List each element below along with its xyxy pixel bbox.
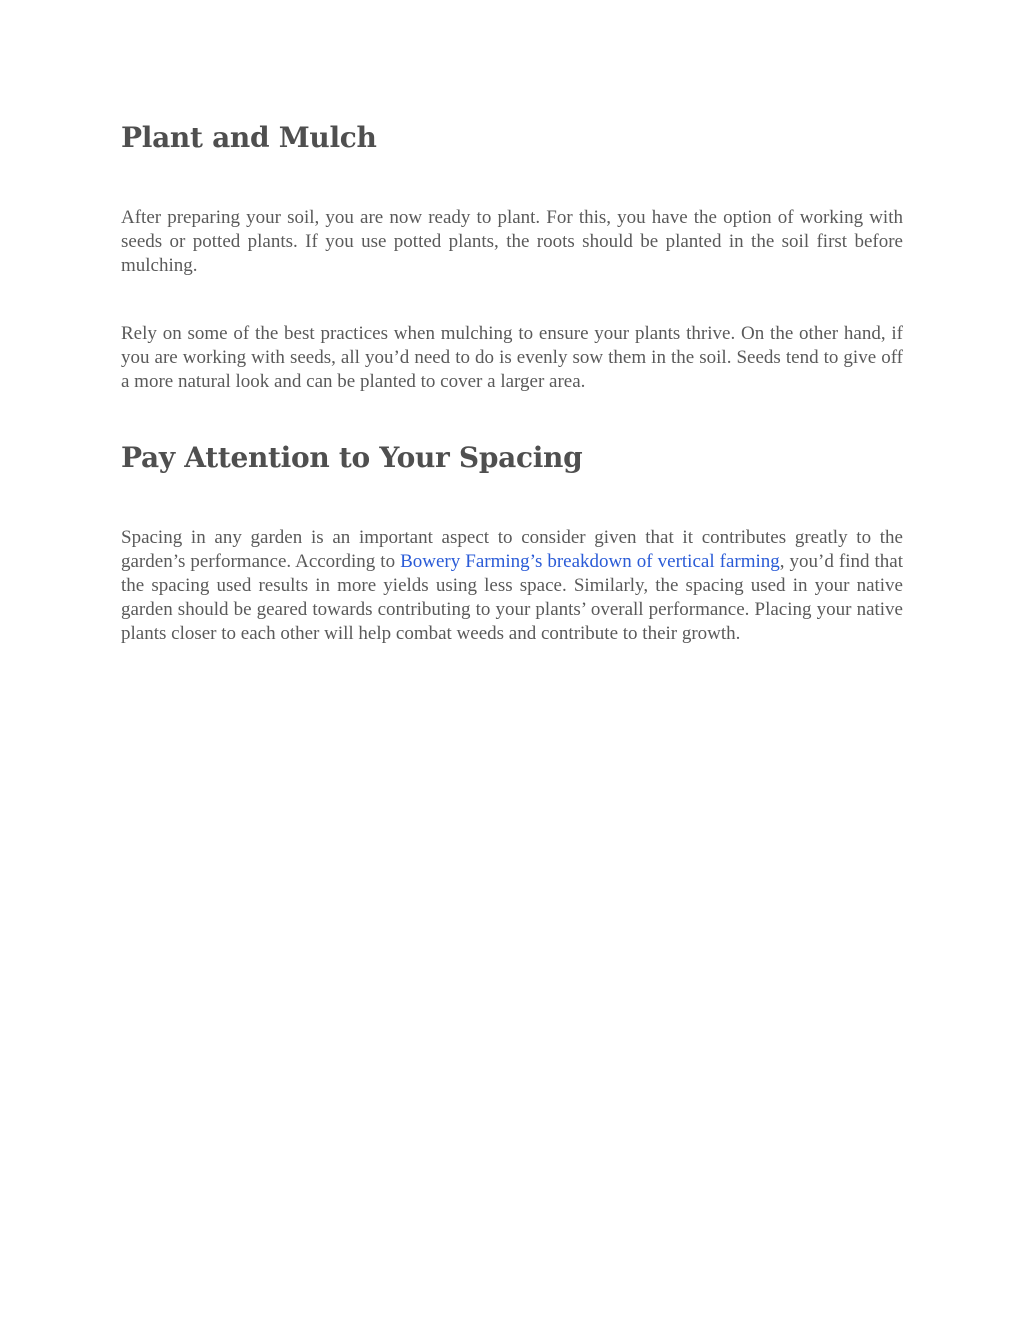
paragraph-spacing (121, 526, 903, 646)
paragraph-spacing-text-after-link: , you’d find that the spacing used results in more yields using less space. Similarly, the spacing used in your native garden should be geared towards contributing to your plants’ overall performance. Placing your native plants closer to each other will help combat weeds and contribute to their growth. (121, 551, 903, 644)
section-heading-plant-and-mulch: Plant and Mulch (121, 121, 377, 154)
section-heading-spacing: Pay Attention to Your Spacing (121, 441, 583, 474)
paragraph-spacing-text-before-link: Spacing in any garden is an important aspect to consider given that it contributes greatly to the garden’s performance. According to (121, 527, 903, 572)
bowery-farming-link[interactable]: Bowery Farming’s breakdown of vertical farming (400, 551, 780, 572)
document-content (121, 118, 903, 646)
paragraph-mulching-practices: Rely on some of the best practices when mulching to ensure your plants thrive. On the other hand, if you are working with seeds, all you’d need to do is evenly sow them in the soil. Seeds tend to give off a more natural look and can be planted to cover a larger area. (121, 323, 903, 392)
paragraph-preparing-soil: After preparing your soil, you are now ready to plant. For this, you have the option of working with seeds or potted plants. If you use potted plants, the roots should be planted in the soil first before mulching. (121, 207, 903, 276)
